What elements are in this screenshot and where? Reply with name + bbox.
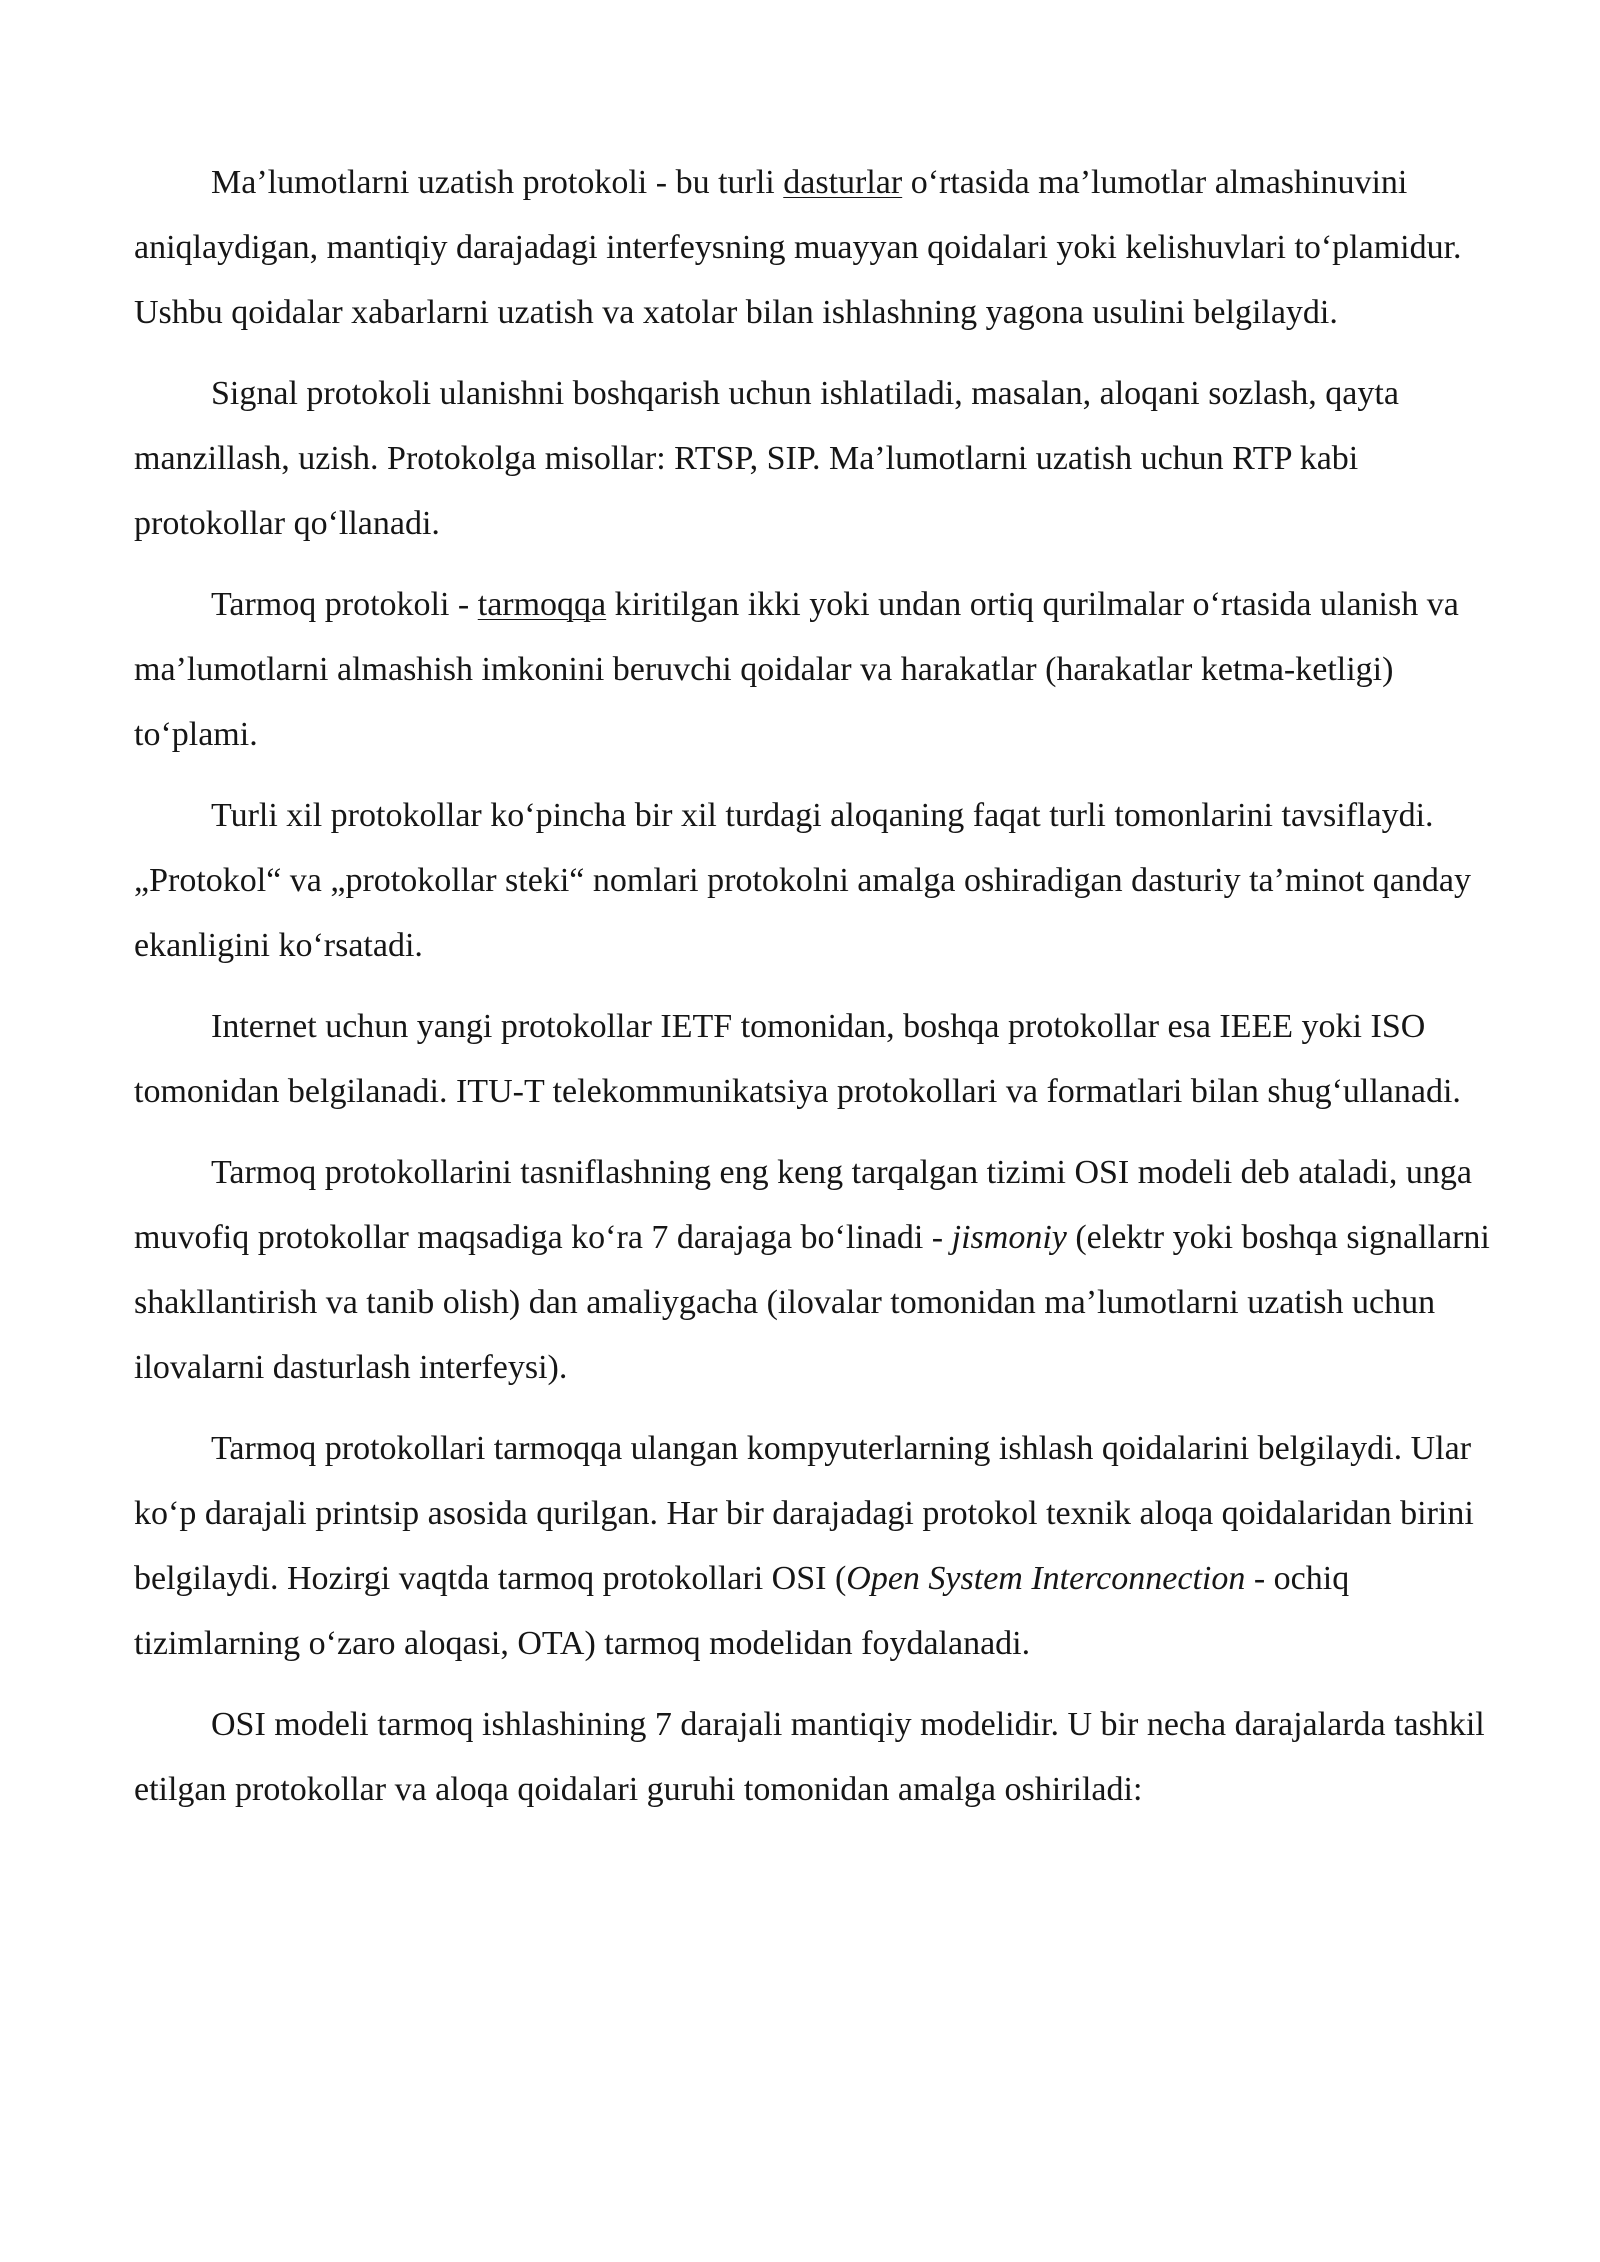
paragraph-text: Turli xil protokollar ko‘pincha bir xil turdagi aloqaning faqat turli tomonlarini tavsiflaydi. „Protokol“ va „protokollar steki“ nomlari protokolni amalga oshiradigan dasturiy ta’minot qanday ekanligini ko‘rsatadi. [134, 797, 1471, 964]
italic-term: jismoniy [951, 1219, 1067, 1256]
paragraph-text: Signal protokoli ulanishni boshqarish uchun ishlatiladi, masalan, aloqani sozlash, qayta manzillash, uzish. Protokolga misollar: RTSP, SIP. Ma’lumotlarni uzatish uchun RTP kabi protokollar qo‘llanadi. [134, 375, 1399, 542]
document-body [134, 150, 1490, 1838]
paragraph-network-protocol [134, 572, 1490, 767]
italic-term: Open System Interconnection [846, 1560, 1246, 1597]
paragraph-text: - ochiq tizimlarning o‘zaro aloqasi, OTA) tarmoq modelidan foydalanadi. [134, 1560, 1350, 1662]
paragraph-osi-classification [134, 1140, 1490, 1400]
paragraph-data-transfer-protocol [134, 150, 1490, 345]
paragraph-text: o‘rtasida ma’lumotlar almashinuvini aniqlaydigan, mantiqiy darajadagi interfeysning muayyan qoidalari yoki kelishuvlari to‘plamidur. Ushbu qoidalar xabarlarni uzatish va xatolar bilan ishlashning yagona usulini belgilaydi. [134, 164, 1462, 331]
paragraph-text: Tarmoq protokollari tarmoqqa ulangan kompyuterlarning ishlash qoidalarini belgilaydi. Ular ko‘p darajali printsip asosida qurilgan. Har bir darajadagi protokol texnik aloqa qoidalaridan birini belgilaydi. Hozirgi vaqtda tarmoq protokollari OSI ( [134, 1430, 1474, 1597]
paragraph-signal-protocol [134, 361, 1490, 556]
paragraph-text: Tarmoq protokoli - [211, 586, 478, 623]
paragraph-protocol-stack [134, 783, 1490, 978]
dasturlar-link[interactable]: dasturlar [783, 164, 903, 201]
paragraph-standards-bodies [134, 994, 1490, 1124]
paragraph-network-rules [134, 1416, 1490, 1676]
paragraph-text: (elektr yoki boshqa signallarni shakllantirish va tanib olish) dan amaliygacha (ilovalar tomonidan ma’lumotlarni uzatish uchun ilovalarni dasturlash interfeysi). [134, 1219, 1490, 1386]
paragraph-text: OSI modeli tarmoq ishlashining 7 darajali mantiqiy modelidir. U bir necha darajalarda tashkil etilgan protokollar va aloqa qoidalari guruhi tomonidan amalga oshiriladi: [134, 1706, 1485, 1808]
paragraph-text: kiritilgan ikki yoki undan ortiq qurilmalar o‘rtasida ulanish va ma’lumotlarni almashish imkonini beruvchi qoidalar va harakatlar (harakatlar ketma-ketligi) to‘plami. [134, 586, 1459, 753]
paragraph-text: Tarmoq protokollarini tasniflashning eng keng tarqalgan tizimi OSI modeli deb ataladi, unga muvofiq protokollar maqsadiga ko‘ra 7 darajaga bo‘linadi - [134, 1154, 1472, 1256]
paragraph-text: Ma’lumotlarni uzatish protokoli - bu turli [211, 164, 784, 201]
tarmoqqa-link[interactable]: tarmoqqa [477, 586, 607, 623]
paragraph-text: Internet uchun yangi protokollar IETF tomonidan, boshqa protokollar esa IEEE yoki ISO tomonidan belgilanadi. ITU-T telekommunikatsiya protokollari va formatlari bilan shug‘ullanadi. [134, 1008, 1461, 1110]
paragraph-osi-model [134, 1692, 1490, 1822]
